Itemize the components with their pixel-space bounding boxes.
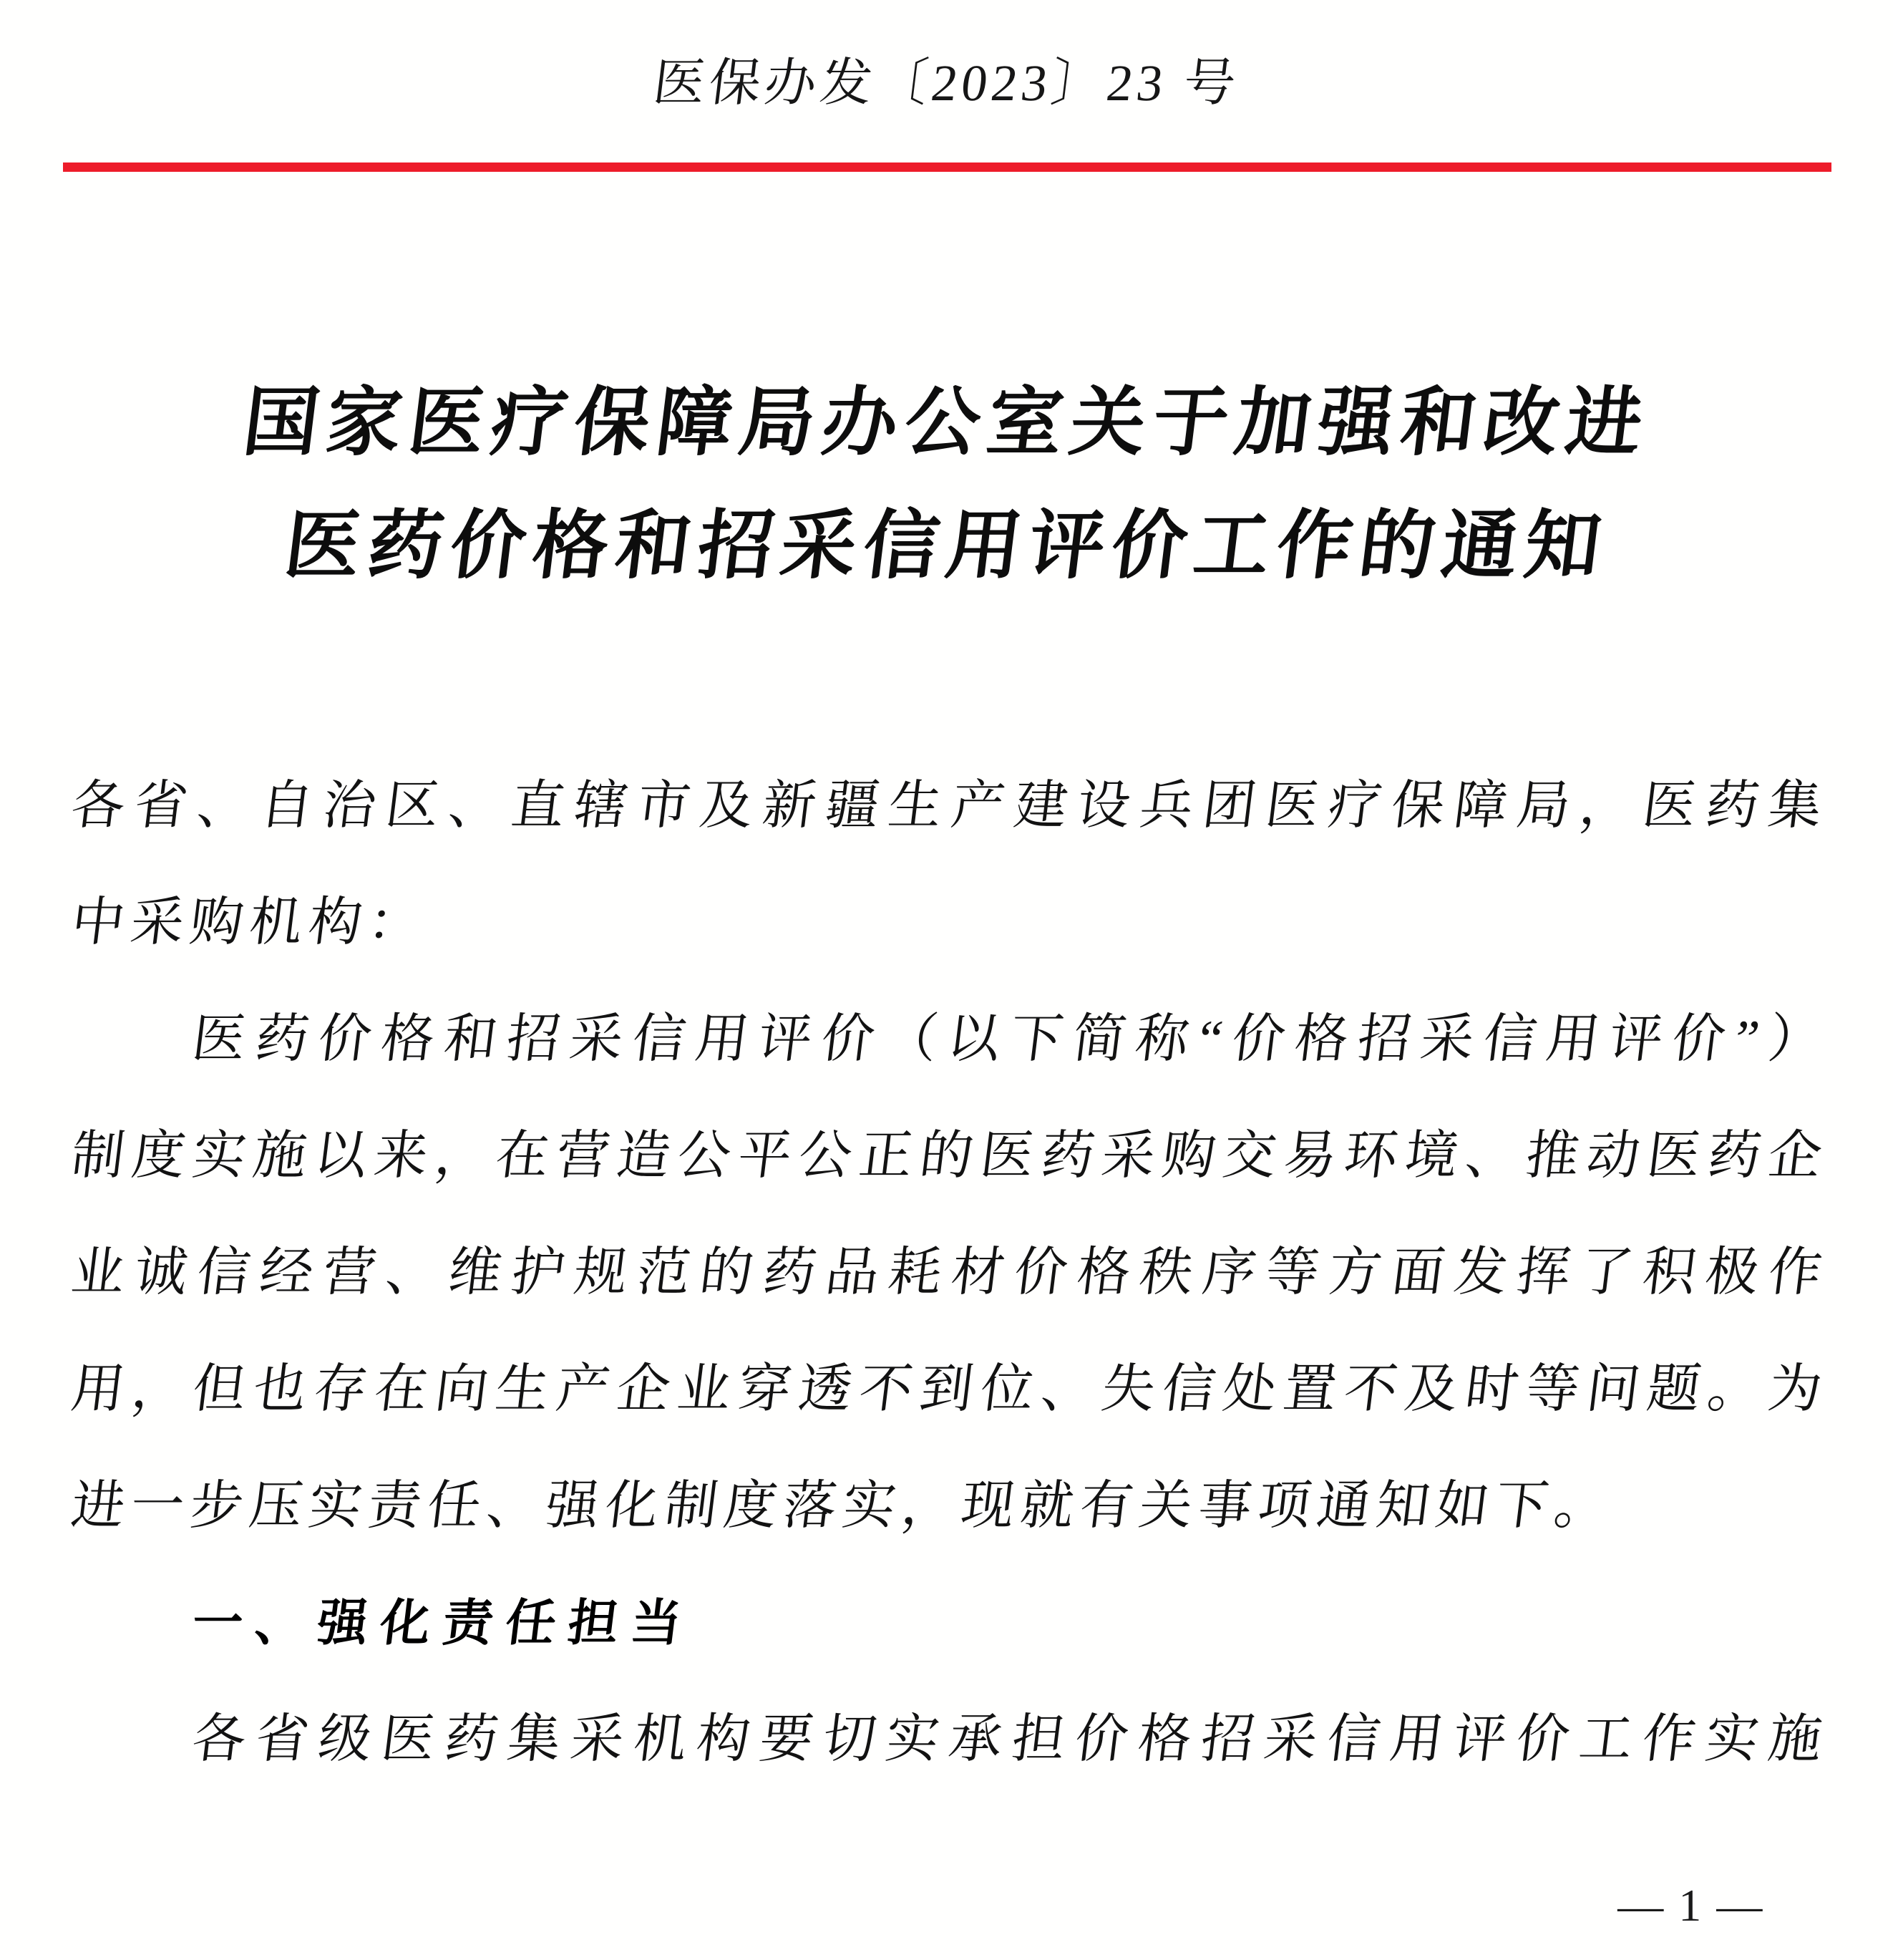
body-line-section1-paragraph-1: 各省级医药集采机构要切实承担价格招采信用评价工作实施 — [189, 1710, 1832, 1769]
body-line-paragraph-3: 业诚信经营、维护规范的药品耗材价格秩序等方面发挥了积极作 — [68, 1243, 1832, 1302]
body-line-salutation-1: 各省、自治区、直辖市及新疆生产建设兵团医疗保障局，医药集 — [68, 777, 1832, 835]
document-number: 医保办发〔2023〕23 号 — [650, 54, 1243, 112]
document-body — [68, 748, 1832, 1798]
page-number: — 1 — — [1617, 1880, 1764, 1931]
body-line-paragraph-1: 医药价格和招采信用评价（以下简称“价格招采信用评价”） — [189, 1010, 1832, 1069]
document-title-line-2: 医药价格和招采信用评价工作的通知 — [280, 504, 1613, 588]
document-title — [0, 362, 1893, 608]
body-line-paragraph-2: 制度实施以来，在营造公平公正的医药采购交易环境、推动医药企 — [68, 1127, 1832, 1185]
body-line-paragraph-4: 用，但也存在向生产企业穿透不到位、失信处置不及时等问题。为 — [68, 1360, 1832, 1419]
body-line-salutation-2: 中采购机构： — [68, 893, 432, 952]
body-line-paragraph-5: 进一步压实责任、强化制度落实，现就有关事项通知如下。 — [68, 1477, 1617, 1536]
section-heading-1: 一、强化责任担当 — [189, 1595, 697, 1651]
document-title-line-1: 国家医疗保障局办公室关于加强和改进 — [238, 381, 1655, 465]
red-header-rule — [63, 162, 1831, 172]
